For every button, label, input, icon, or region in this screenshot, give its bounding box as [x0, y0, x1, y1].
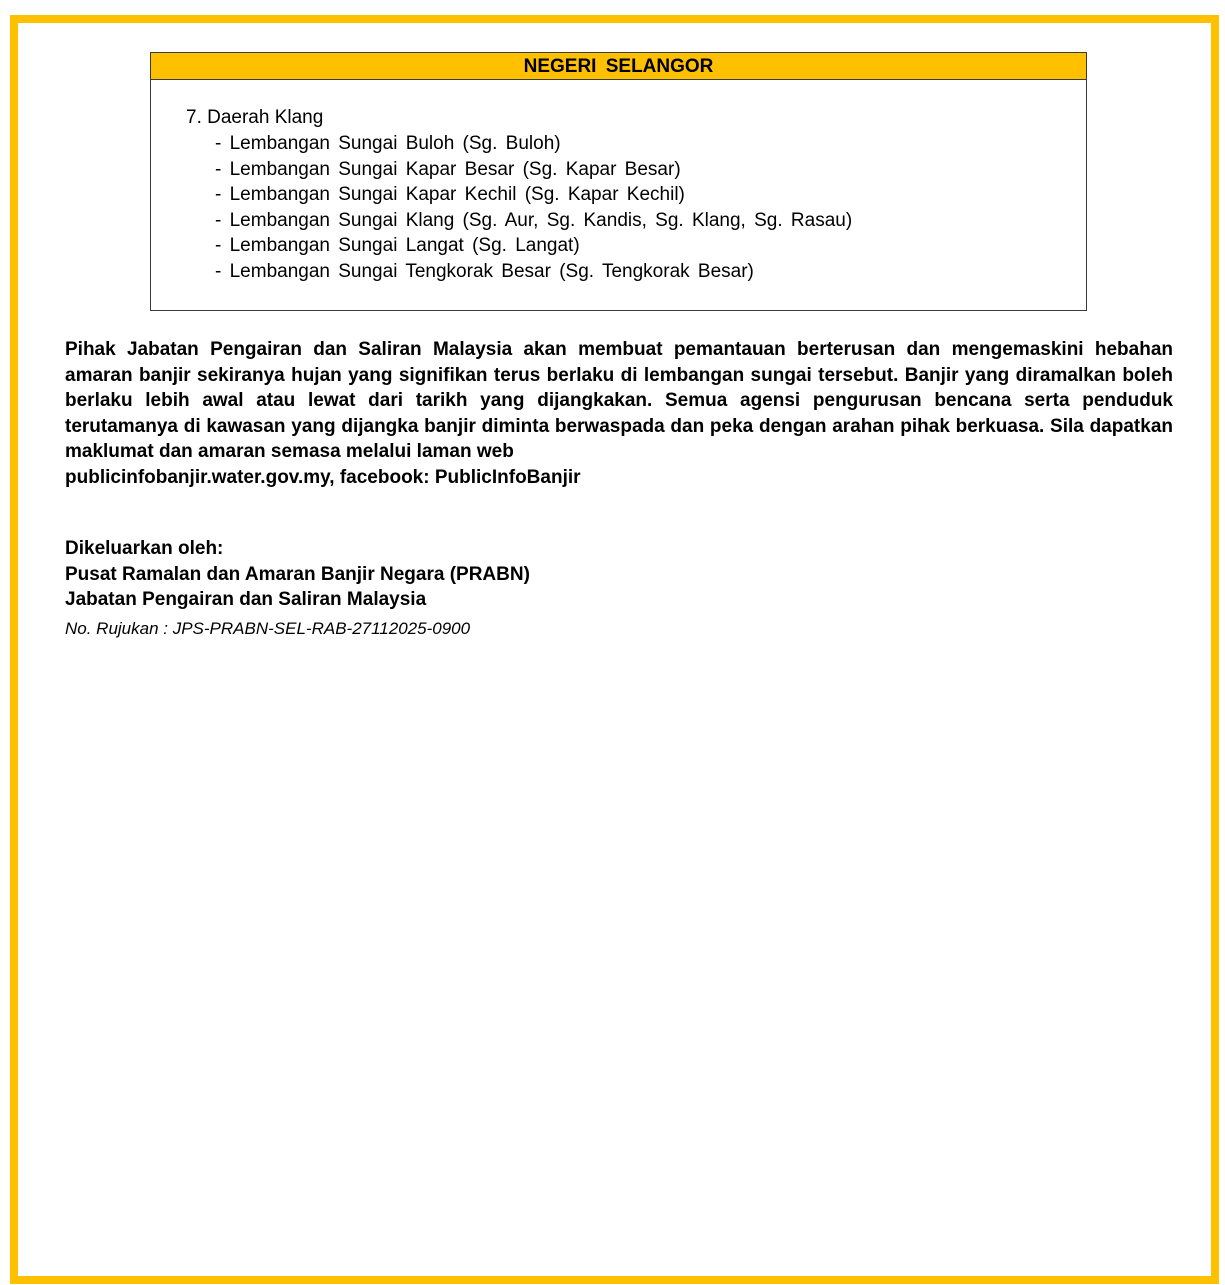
basin-item: - Lembangan Sungai Tengkorak Besar (Sg. Tengkorak Besar): [215, 260, 754, 282]
issuer-center: Pusat Ramalan dan Amaran Banjir Negara (PRABN): [65, 563, 530, 585]
basin-item: - Lembangan Sungai Kapar Kechil (Sg. Kapar Kechil): [215, 184, 685, 206]
basin-item: - Lembangan Sungai Kapar Besar (Sg. Kapar Besar): [215, 158, 681, 180]
district-title: 7. Daerah Klang: [186, 107, 324, 128]
basin-item: - Lembangan Sungai Buloh (Sg. Buloh): [215, 133, 561, 154]
reference-number: No. Rujukan : JPS-PRABN-SEL-RAB-27112025-0900: [65, 619, 471, 638]
issuer-block: [65, 536, 530, 613]
state-table-header: NEGERI SELANGOR: [151, 53, 1086, 80]
notice-text: Pihak Jabatan Pengairan dan Saliran Malaysia akan membuat pemantauan berterusan dan mengemaskini hebahan amaran banjir sekiranya hujan yang signifikan terus berlaku di lembangan sungai tersebut. Banjir yang diramalkan boleh berlaku lebih awal atau lewat dari tarikh yang dijangkakan. Semua agensi pengurusan bencana serta penduduk terutamanya di kawasan yang dijangka banjir diminta berwaspada dan peka dengan arahan pihak berkuasa. Sila dapatkan maklumat dan amaran semasa melalui laman web: [65, 339, 1173, 462]
basin-item: - Lembangan Sungai Klang (Sg. Aur, Sg. Kandis, Sg. Klang, Sg. Rasau): [215, 209, 853, 231]
contact-info: publicinfobanjir.water.gov.my, facebook: PublicInfoBanjir: [65, 466, 581, 488]
state-table: [150, 52, 1087, 311]
issuer-department: Jabatan Pengairan dan Saliran Malaysia: [65, 589, 427, 610]
basin-item: - Lembangan Sungai Langat (Sg. Langat): [215, 235, 580, 257]
notice-paragraph: [65, 337, 1173, 490]
basin-list: [215, 131, 852, 285]
issuer-label: Dikeluarkan oleh:: [65, 538, 224, 559]
